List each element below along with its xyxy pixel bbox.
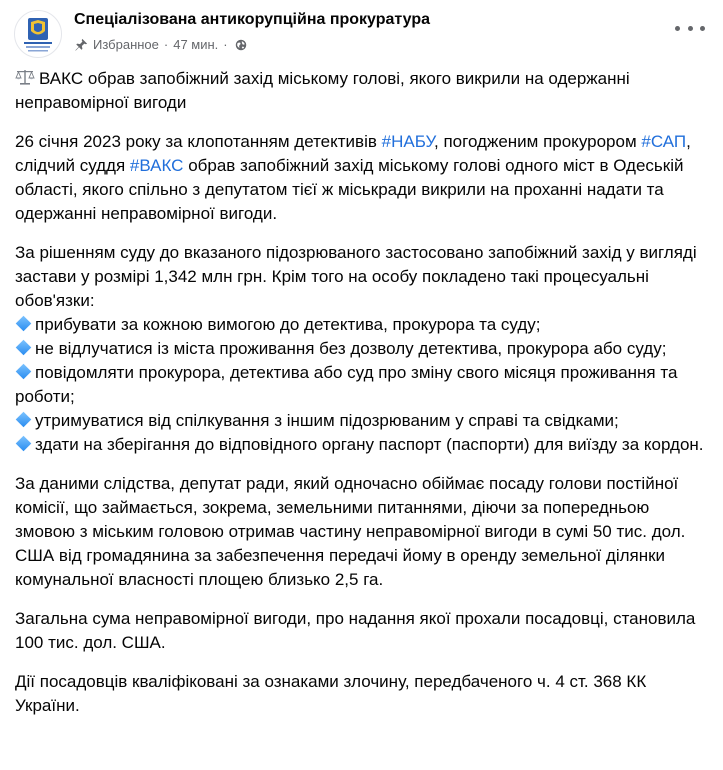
scales-icon [15, 68, 35, 86]
paragraph-5: Дії посадовців кваліфіковані за ознаками злочину, передбаченого ч. 4 ст. 368 КК України. [15, 672, 647, 715]
post-time[interactable]: 47 мин. [173, 37, 219, 52]
meta-separator: · [163, 37, 169, 52]
more-options-icon[interactable] [675, 18, 705, 38]
page-avatar[interactable] [14, 10, 62, 58]
post-header [12, 8, 711, 56]
paragraph-1 [15, 130, 705, 226]
favorites-label[interactable]: Избранное [93, 37, 159, 52]
dot [675, 26, 680, 31]
post-text [15, 67, 705, 733]
page-logo-icon [15, 11, 61, 57]
blue-diamond-icon [16, 316, 32, 332]
p2-intro: За рішенням суду до вказаного підозрюваного застосовано запобіжний захід у вигляді застави у розмірі 1,342 млн грн. Крім того на особу покладено такі процесуальні обов'язки: [15, 243, 697, 310]
p1-text-3: , слідчий суддя [15, 132, 691, 175]
blue-diamond-icon [16, 436, 32, 452]
list-item [15, 313, 705, 337]
pin-icon [74, 38, 88, 52]
blue-diamond-icon [16, 364, 32, 380]
paragraph-4: Загальна сума неправомірної вигоди, про надання якої прохали посадовці, становила 100 тис. дол. США. [15, 609, 696, 652]
headline-text: ВАКС обрав запобіжний захід міському голові, якого викрили на одержанні неправомірної вигоди [15, 69, 630, 112]
post-meta [74, 37, 247, 52]
p1-text-4: обрав запобіжний захід міському голові одного міст в Одеській області, якого спільно з депутатом тієї ж міськради викрили на проханні надати та одержанні неправомірної вигоди. [15, 156, 684, 223]
list-item [15, 361, 705, 409]
dot [700, 26, 705, 31]
list-item [15, 337, 705, 361]
p1-text-2: , погодженим прокурором [434, 132, 642, 151]
post-headline [15, 67, 705, 115]
list-item [15, 409, 705, 433]
hashtag-vaks-link[interactable]: #ВАКС [129, 156, 184, 175]
paragraph-2 [15, 241, 705, 457]
list-item-text: прибувати за кожною вимогою до детектива, прокурора та суду; [35, 315, 541, 334]
list-item-text: повідомляти прокурора, детектива або суд про зміну свого місяця проживання та роботи; [15, 363, 678, 406]
dot [688, 26, 693, 31]
list-item-text: утримуватися від спілкування з іншим підозрюваним у справі та свідками; [35, 411, 619, 430]
blue-diamond-icon [16, 412, 32, 428]
list-item [15, 433, 705, 457]
globe-icon[interactable] [235, 39, 247, 51]
meta-separator-2: · [223, 37, 228, 52]
page-name-link[interactable]: Спеціалізована антикорупційна прокуратура [74, 11, 430, 28]
blue-diamond-icon [16, 340, 32, 356]
hashtag-sap-link[interactable]: #САП [641, 132, 687, 151]
hashtag-nabu-link[interactable]: #НАБУ [381, 132, 435, 151]
paragraph-3: За даними слідства, депутат ради, який одночасно обіймає посаду голови постійної комісії, що займається, зокрема, земельними питаннями, діючи за попередньою змовою з міським головою отримав частину неправомірної вигоди в сумі 50 тис. дол. США від громадянина за забезпечення передачі йому в оренду земельної ділянки комунальної власності площею близько 2,5 га. [15, 474, 686, 589]
list-item-text: не відлучатися із міста проживання без дозволу детектива, прокурора або суду; [35, 339, 667, 358]
p1-text-1: 26 січня 2023 року за клопотанням детективів [15, 132, 382, 151]
list-item-text: здати на зберігання до відповідного органу паспорт (паспорти) для виїзду за кордон. [35, 435, 704, 454]
